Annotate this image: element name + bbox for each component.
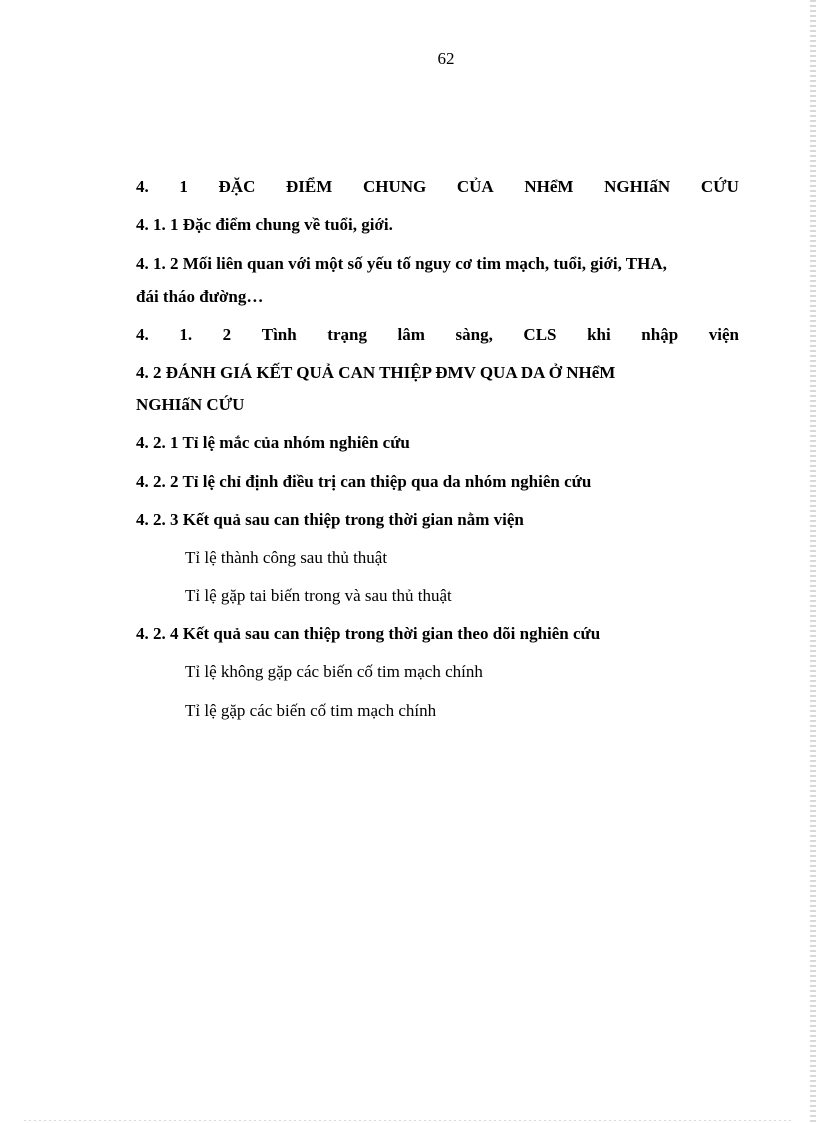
heading-4-1-2-line2: đái tháo đường… xyxy=(136,287,264,306)
heading-4-2-2: 4. 2. 2 Tỉ lệ chỉ định điều trị can thiệp qua da nhóm nghiên cứu xyxy=(136,472,592,491)
list-item: Tỉ lệ gặp tai biến trong và sau thủ thuật xyxy=(185,586,452,605)
heading-word: nhập xyxy=(641,325,679,344)
page-edge-bottom xyxy=(24,1120,792,1121)
heading-word: CỦA xyxy=(456,177,494,196)
heading-word: ĐIỂM xyxy=(286,177,333,196)
list-item: Tỉ lệ gặp các biến cố tim mạch chính xyxy=(185,701,437,720)
heading-word: NHểM xyxy=(524,177,574,196)
page-number: 62 xyxy=(437,49,455,68)
heading-word: NGHIấN xyxy=(604,177,671,196)
heading-word: lâm xyxy=(397,325,425,344)
heading-word: ĐẶC xyxy=(218,177,256,196)
heading-4-1-2-line1: 4. 1. 2 Mối liên quan với một số yếu tố nguy cơ tim mạch, tuổi, giới, THA, xyxy=(136,254,667,273)
heading-word: 2 xyxy=(222,325,232,344)
heading-word: sàng, xyxy=(455,325,493,344)
heading-4-1 xyxy=(136,176,739,197)
heading-4-2-3: 4. 2. 3 Kết quả sau can thiệp trong thời gian nằm viện xyxy=(136,510,524,529)
heading-word: viện xyxy=(708,325,739,344)
heading-word: 4. xyxy=(136,177,149,196)
page-edge-right xyxy=(810,0,816,1123)
heading-word: 1 xyxy=(179,177,188,196)
heading-word: CHUNG xyxy=(362,177,427,196)
heading-4-1-1: 4. 1. 1 Đặc điểm chung về tuổi, giới. xyxy=(136,215,393,234)
heading-word: khi xyxy=(587,325,611,344)
heading-word: CLS xyxy=(523,325,557,344)
heading-4-2-line1: 4. 2 ĐÁNH GIÁ KẾT QUẢ CAN THIỆP ĐMV QUA DA Ở NHểM xyxy=(136,363,616,382)
list-item: Tỉ lệ thành công sau thủ thuật xyxy=(185,548,388,567)
heading-word: 4. xyxy=(136,325,149,344)
list-item: Tỉ lệ không gặp các biến cố tim mạch chính xyxy=(185,662,483,681)
heading-word: Tình xyxy=(261,325,297,344)
heading-word: 1. xyxy=(179,325,193,344)
heading-4-1-2-clinical xyxy=(136,324,739,345)
heading-word: CỨU xyxy=(700,177,739,196)
heading-4-2-line2: NGHIấN CỨU xyxy=(136,395,245,414)
heading-4-2-1: 4. 2. 1 Tỉ lệ mắc của nhóm nghiên cứu xyxy=(136,433,410,452)
heading-word: trạng xyxy=(327,325,367,344)
heading-4-2-4: 4. 2. 4 Kết quả sau can thiệp trong thời gian theo dõi nghiên cứu xyxy=(136,624,601,643)
